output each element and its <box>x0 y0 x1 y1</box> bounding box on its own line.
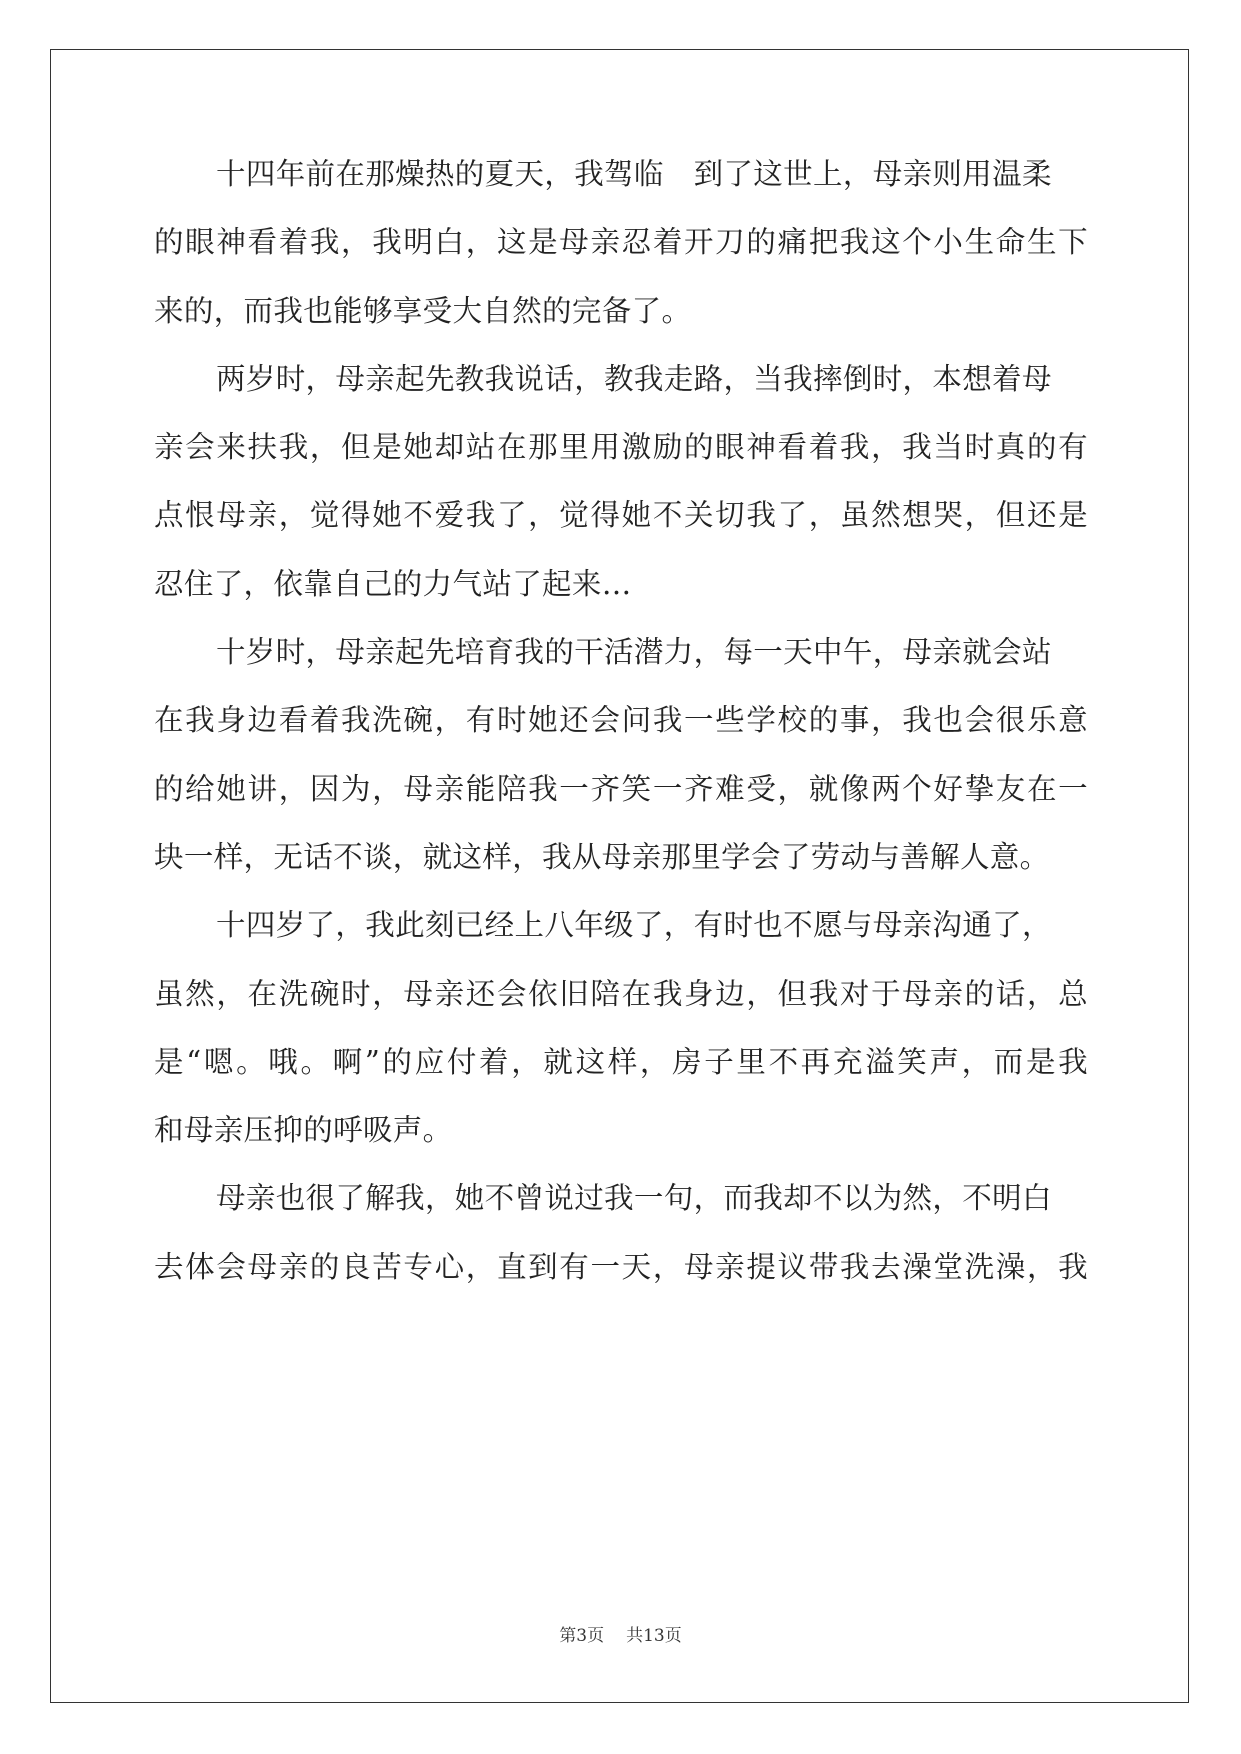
page-footer <box>0 1621 1241 1646</box>
paragraph-4-line-4: 和母亲压抑的呼吸声。 <box>154 1113 453 1148</box>
paragraph-2-line-2: 亲会来扶我，但是她却站在那里用激励的眼神看着我，我当时真的有 <box>154 430 1088 465</box>
page-number: 第3页 <box>559 1626 605 1646</box>
paragraph-2-line-3: 点恨母亲，觉得她不爱我了，觉得她不关切我了，虽然想哭，但还是 <box>154 498 1088 533</box>
paragraph-1-line-1: 十四年前在那燥热的夏天，我驾临 到了这世上，母亲则用温柔 <box>216 157 1052 191</box>
paragraph-4-line-1: 十四岁了，我此刻已经上八年级了，有时也不愿与母亲沟通了， <box>216 908 1052 943</box>
paragraph-3-line-2: 在我身边看着我洗碗，有时她还会问我一些学校的事，我也会很乐意 <box>154 703 1088 738</box>
paragraph-4-line-2: 虽然，在洗碗时，母亲还会依旧陪在我身边，但我对于母亲的话，总 <box>154 976 1088 1011</box>
paragraph-3-line-3: 的给她讲，因为，母亲能陪我一齐笑一齐难受，就像两个好挚友在一 <box>154 771 1088 806</box>
paragraph-5-line-1: 母亲也很了解我，她不曾说过我一句，而我却不以为然，不明白 <box>216 1181 1052 1216</box>
paragraph-2-line-1: 两岁时，母亲起先教我说话，教我走路，当我摔倒时，本想着母 <box>216 361 1052 396</box>
paragraph-3-line-1: 十岁时，母亲起先培育我的干活潜力，每一天中午，母亲就会站 <box>216 635 1052 670</box>
page-total: 共13页 <box>626 1626 682 1646</box>
document-body <box>154 140 1088 1301</box>
paragraph-5-line-2: 去体会母亲的良苦专心，直到有一天，母亲提议带我去澡堂洗澡，我 <box>154 1249 1088 1284</box>
paragraph-2-line-4: 忍住了，依靠自己的力气站了起来… <box>154 566 632 601</box>
paragraph-3-line-4: 块一样，无话不谈，就这样，我从母亲那里学会了劳动与善解人意。 <box>154 839 1050 874</box>
paragraph-1-line-3: 来的，而我也能够享受大自然的完备了。 <box>154 293 692 328</box>
paragraph-1-line-2: 的眼神看着我，我明白，这是母亲忍着开刀的痛把我这个小生命生下 <box>154 225 1088 260</box>
paragraph-4-line-3: 是“嗯。哦。啊”的应付着，就这样，房子里不再充溢笑声，而是我 <box>154 1044 1088 1079</box>
